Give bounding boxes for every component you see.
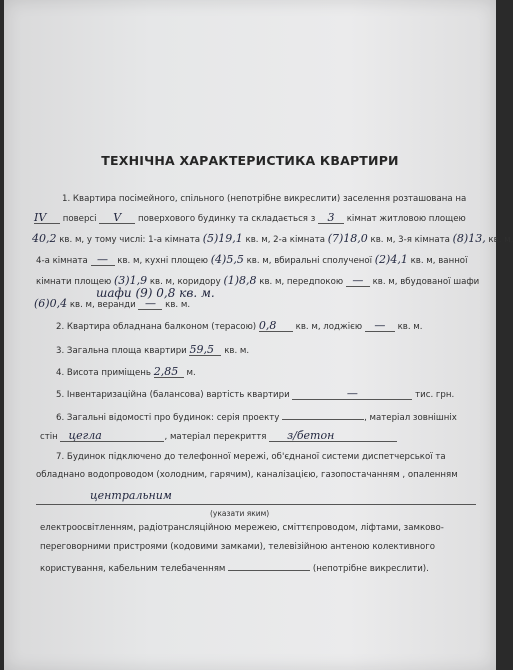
text: кв. м, 2-а кімната bbox=[245, 235, 325, 245]
p5-line bbox=[56, 388, 454, 401]
text: кв. м, кухні площею bbox=[117, 256, 209, 266]
handwritten-note: шафи (9) 0,8 кв. м. bbox=[96, 286, 215, 300]
p1-line3 bbox=[32, 233, 513, 246]
text: кв. м, вбудованої шафи bbox=[372, 277, 480, 287]
balcony-value: 0,8 bbox=[259, 320, 293, 332]
document-page bbox=[4, 0, 513, 670]
text: 6. Загальні відомості про будинок: серія проекту bbox=[56, 413, 280, 423]
text: кв. м, ванної bbox=[410, 256, 468, 266]
text: користування, кабельним телебаченням bbox=[40, 564, 226, 574]
text: кв. м, коридору bbox=[149, 277, 221, 287]
text: 5. Інвентаризаційна (балансова) вартість квартири bbox=[56, 390, 290, 400]
p7-line5 bbox=[40, 542, 435, 553]
text: кв. м. bbox=[397, 322, 423, 332]
p4-line bbox=[56, 366, 196, 379]
text: м. bbox=[186, 368, 196, 378]
text: (непотрібне викреслити). bbox=[312, 564, 429, 574]
text: 7. Будинок підключено до телефонної мережі, об'єднаної системи диспетчерської та bbox=[56, 452, 446, 462]
text: кв. м, передпокою bbox=[259, 277, 344, 287]
inventory-value: — bbox=[292, 388, 412, 400]
cable-tv-blank bbox=[228, 561, 310, 571]
p7-line6 bbox=[40, 561, 429, 575]
document-title: ТЕХНІЧНА ХАРАКТЕРИСТИКА КВАРТИРИ bbox=[101, 153, 399, 168]
height-value: 2,85 bbox=[154, 366, 184, 378]
wc-value: (2)4,1 bbox=[374, 253, 408, 266]
text: 4-а кімната bbox=[36, 256, 88, 266]
p7-line2 bbox=[36, 470, 458, 481]
wardrobe-note bbox=[96, 288, 215, 301]
veranda-value: — bbox=[138, 298, 162, 310]
text: 4. Висота приміщень bbox=[56, 368, 151, 378]
room2-value: (7)18,0 bbox=[327, 232, 368, 245]
text: кв. м, bbox=[488, 235, 513, 245]
veranda-label-value: (6)0,4 bbox=[34, 297, 68, 310]
text: (указати яким) bbox=[210, 509, 270, 518]
p6-line1 bbox=[56, 410, 457, 424]
text: стін bbox=[40, 432, 58, 442]
text: поверсі bbox=[62, 214, 97, 224]
p1-line2 bbox=[34, 212, 466, 225]
walls-value: цегла bbox=[60, 430, 164, 442]
loggia-value: — bbox=[365, 320, 395, 332]
heating-value: центральним bbox=[90, 489, 172, 502]
heating-field bbox=[36, 490, 476, 505]
text: кв. м, веранди bbox=[69, 300, 136, 310]
p2-line bbox=[56, 320, 423, 333]
text: переговорними пристроями (кодовими замками), телевізійною антеною колективного bbox=[40, 542, 436, 552]
rooms-value: 3 bbox=[318, 212, 344, 224]
text: кв. м, вбиральні сполученої bbox=[246, 256, 373, 266]
text: 2. Квартира обладнана балконом (терасою) bbox=[56, 322, 257, 332]
kitchen-value: (4)5,5 bbox=[210, 253, 244, 266]
text: кімнат житловою площею bbox=[346, 214, 466, 224]
room4-value: — bbox=[91, 254, 115, 266]
room1-value: (5)19,1 bbox=[202, 232, 243, 245]
text: тис. грн. bbox=[415, 390, 455, 400]
p7-line4 bbox=[40, 523, 444, 534]
text: кв. м. bbox=[224, 346, 250, 356]
text: 1. Квартира посімейного, спільного (непотрібне викреслити) заселення розташована на bbox=[62, 194, 467, 204]
bath-value: (3)1,9 bbox=[114, 274, 148, 287]
text: кв. м, 3-я кімната bbox=[370, 235, 450, 245]
text: поверхового будинку та складається з bbox=[138, 214, 316, 224]
text: електроосвітленням, радіотрансляційною мережею, сміттєпроводом, ліфтами, замково- bbox=[40, 523, 444, 533]
floors-total-value: V bbox=[99, 212, 135, 224]
hall-value: — bbox=[346, 275, 370, 287]
heating-hint bbox=[210, 508, 269, 519]
floor-value: IV bbox=[34, 212, 60, 224]
p1-line4 bbox=[36, 254, 467, 267]
p3-line bbox=[56, 344, 249, 357]
living-area-value: 40,2 bbox=[32, 232, 57, 245]
floors-material-value: з/бетон bbox=[269, 430, 397, 442]
text: кв. м, у тому числі: 1-а кімната bbox=[59, 235, 200, 245]
p7-line1 bbox=[56, 452, 446, 463]
text: , матеріал зовнішніх bbox=[364, 413, 457, 423]
p6-line2 bbox=[40, 430, 397, 443]
total-area-value: 59,5 bbox=[189, 344, 221, 356]
corridor-value: (1)8,8 bbox=[223, 274, 257, 287]
text: , матеріал перекриття bbox=[164, 432, 267, 442]
text: 3. Загальна площа квартири bbox=[56, 346, 187, 356]
text: обладнано водопроводом (холодним, гарячим), каналізацією, газопостачанням , опаленням bbox=[36, 470, 458, 480]
text: кімнати площею bbox=[36, 277, 112, 287]
p1-line1 bbox=[62, 194, 466, 205]
text: кв. м, лоджією bbox=[295, 322, 363, 332]
text: кв. м. bbox=[165, 300, 191, 310]
room3-value: (8)13, bbox=[452, 232, 486, 245]
project-series-blank bbox=[282, 410, 364, 420]
